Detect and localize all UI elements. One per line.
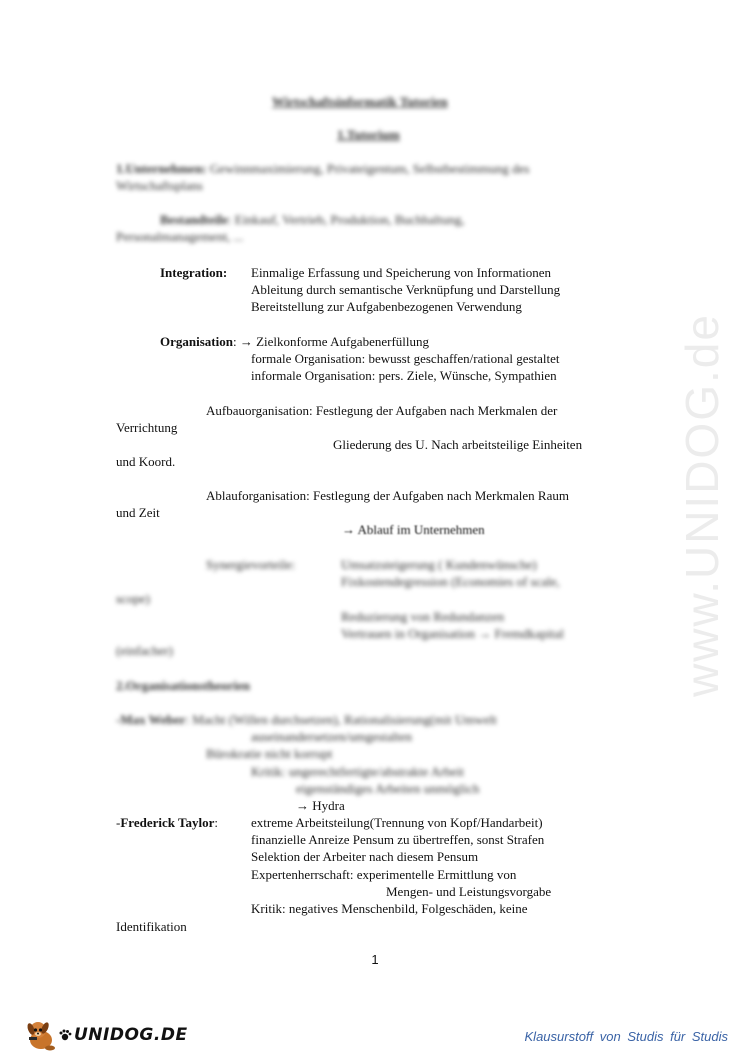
bestandteile-text: : Einkauf, Vertrieb, Produktion, Buchhaltung, (227, 212, 465, 227)
synergy-line-5: Vertrauen in Organisation → Fremdkapital (341, 626, 564, 641)
taylor-line-4: Expertenherrschaft: experimentelle Ermittlung von (251, 867, 517, 882)
paw-icon (58, 1028, 72, 1042)
aufbau-line-3: Gliederung des U. Nach arbeitsteilige Einheiten (333, 437, 583, 452)
ablauf-line-3: → Ablauf im Unternehmen (342, 522, 485, 537)
footer-tagline: Klausurstoff von Studis für Studis (524, 1029, 728, 1044)
taylor-line-1: extreme Arbeitsteilung(Trennung von Kopf/Handarbeit) (251, 815, 543, 830)
taylor-line (116, 814, 218, 831)
weber-line-3: Bürokratie nicht korrupt (206, 746, 333, 761)
document-subtitle: 1.Tutorium (337, 127, 400, 142)
unidog-logo[interactable] (24, 1018, 188, 1052)
section-2-heading: 2.Organisationstheorien (116, 678, 250, 693)
taylor-label: Frederick Taylor (120, 815, 215, 830)
taylor-kritik: Kritik: negatives Menschenbild, Folgeschäden, keine (251, 901, 528, 916)
bestandteile-line (160, 211, 465, 228)
weber-label: -Max Weber (116, 712, 186, 727)
ablauf-line-1: Ablauforganisation: Festlegung der Aufgaben nach Merkmalen Raum (206, 488, 569, 503)
weber-text: : Macht (Willen durchsetzen), Rationalisierung(mit Umwelt (185, 712, 497, 727)
synergy-label: Synergievorteile: (206, 557, 296, 572)
weber-line-5: eigenständiges Arbeiten unmöglich (296, 781, 480, 796)
document-title: Wirtschaftsinformatik Tutorien (272, 94, 448, 109)
taylor-last: Identifikation (116, 919, 187, 934)
organisation-text: : → Zielkonforme Aufgabenerfüllung (232, 334, 429, 349)
taylor-prefix: - (116, 815, 121, 830)
bestandteile-text-2: Personalmanagement, ... (116, 229, 244, 244)
aufbau-line-4: und Koord. (116, 454, 176, 469)
taylor-line-2: finanzielle Anreize Pensum zu übertreffen, sonst Strafen (251, 832, 545, 847)
synergy-line-6: (einfacher) (116, 643, 174, 658)
organisation-label: Organisation (160, 334, 233, 349)
weber-line-2: auseinandersetzen/umgestalten (251, 729, 412, 744)
integration-line-3: Bereitstellung zur Aufgabenbezogenen Verwendung (251, 299, 522, 314)
taylor-line-3: Selektion der Arbeiter nach diesem Pensum (251, 849, 479, 864)
aufbau-line-1: Aufbauorganisation: Festlegung der Aufgaben nach Merkmalen der (206, 403, 558, 418)
integration-line-1: Einmalige Erfassung und Speicherung von Informationen (251, 265, 552, 280)
ablauf-line-2: und Zeit (116, 505, 160, 520)
taylor-colon: : (214, 815, 218, 830)
taylor-line-5: Mengen- und Leistungsvorgabe (386, 884, 552, 899)
organisation-line-3: informale Organisation: pers. Ziele, Wünsche, Sympathien (251, 368, 557, 383)
synergy-line-3: scope) (116, 591, 150, 606)
synergy-line-4: Reduzierung von Redundanzen (341, 609, 505, 624)
synergy-line-1: Umsatzsteigerung ( Kundenwünsche) (341, 557, 537, 572)
weber-line-6: → Hydra (296, 798, 345, 813)
dog-mascot-icon (24, 1018, 58, 1052)
section-1-text-2: Wirtschaftsplans (116, 178, 203, 193)
watermark: www.UNIDOG.de (676, 313, 729, 697)
bestandteile-label: Bestandteile (160, 212, 228, 227)
synergy-line-2: Fixkostendegression (Economies of scale, (341, 574, 560, 589)
organisation-line (160, 333, 429, 350)
organisation-line-2: formale Organisation: bewusst geschaffen/rational gestaltet (251, 351, 560, 366)
aufbau-line-2: Verrichtung (116, 420, 178, 435)
section-1-text: Gewinnmaximierung, Privateigentum, Selbstbestimmung des (209, 161, 530, 176)
weber-line-1 (116, 711, 497, 728)
section-1-heading: 1.Unternehmen: (116, 161, 207, 176)
page-number: 1 (371, 952, 379, 967)
logo-text: UNIDOG.DE (74, 1025, 188, 1045)
integration-line-2: Ableitung durch semantische Verknüpfung und Darstellung (251, 282, 561, 297)
weber-line-4: Kritik: ungerechtfertigte/abstrakte Arbeit (251, 764, 464, 779)
integration-label: Integration: (160, 265, 228, 280)
section-1-line (116, 160, 529, 177)
